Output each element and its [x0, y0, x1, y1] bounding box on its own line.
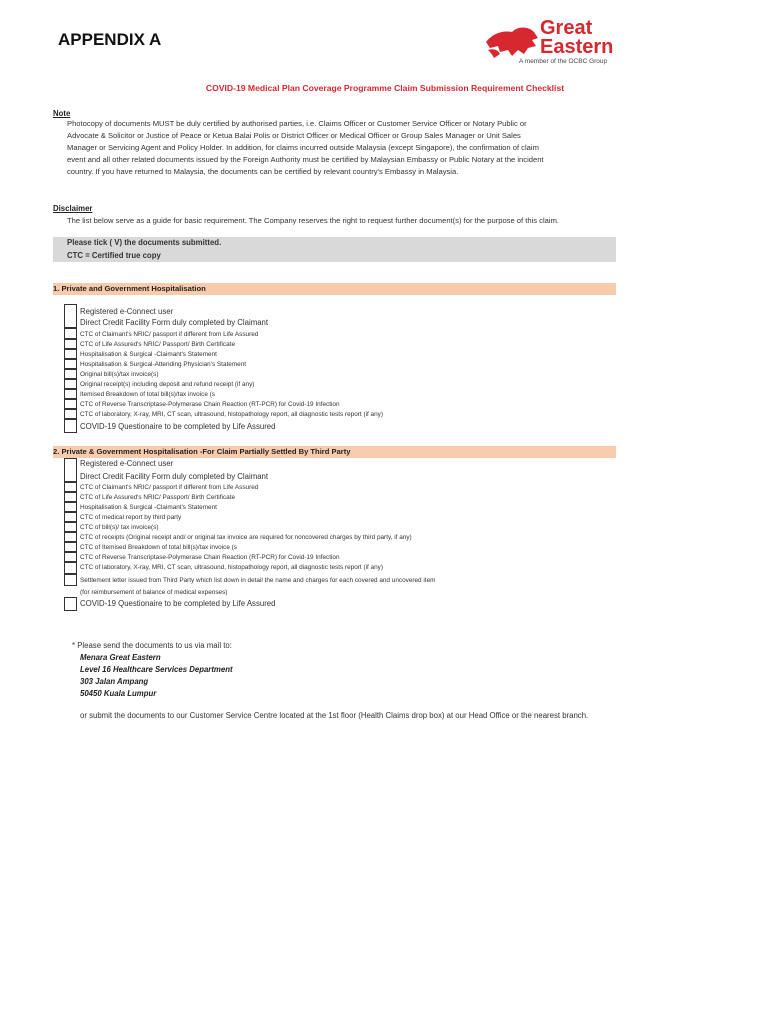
section-2-header: 2. Private & Government Hospitalisation -For Claim Partially Settled By Third Party: [53, 446, 616, 458]
address-line: 50450 Kuala Lumpur: [80, 689, 157, 698]
checkbox[interactable]: [64, 419, 77, 433]
logo-tagline: A member of the OCBC Group: [519, 58, 608, 65]
ctc-definition: CTC = Certified true copy: [67, 251, 161, 260]
checkbox[interactable]: [64, 399, 77, 409]
checkbox[interactable]: [64, 522, 77, 532]
disclaimer-heading: Disclaimer: [53, 204, 93, 213]
checklist-item: COVID-19 Questionaire to be completed by Life Assured: [80, 422, 276, 431]
checkbox[interactable]: [64, 339, 77, 349]
checklist-item: CTC of Claimant's NRIC/ passport if different from Life Assured: [80, 331, 259, 338]
checkbox[interactable]: [64, 409, 77, 419]
checklist-item: Hospitalisation & Surgical-Attending Physician's Statement: [80, 361, 247, 368]
checkbox[interactable]: [64, 502, 77, 512]
note-line: Manager or Servicing Agent and Policy Holder. In addition, for claims incurred outside Malaysia (except Singapore), the confirmation of claim: [67, 143, 539, 152]
checkbox[interactable]: [64, 304, 77, 328]
note-line: Advocate & Solicitor or Justice of Peace or Ketua Balai Polis or District Officer or Medical Officer or Group Sales Manager or Unit Sales: [67, 131, 521, 140]
address-line: Level 16 Healthcare Services Department: [80, 665, 233, 674]
appendix-heading: APPENDIX A: [58, 30, 162, 49]
checkbox[interactable]: [64, 552, 77, 562]
checkbox[interactable]: [64, 542, 77, 552]
logo-word-eastern: Eastern: [540, 36, 614, 58]
checklist-item: Registered e-Connect user: [80, 307, 174, 316]
checkbox[interactable]: [64, 379, 77, 389]
checklist-item: Itemised Breakdown of total bill(s)/tax invoice (s: [80, 391, 215, 398]
checklist-item: Hospitalisation & Surgical -Claimant's Statement: [80, 504, 217, 511]
note-line: Photocopy of documents MUST be duly certified by authorised parties, i.e. Claims Officer or Customer Service Officer or Notary Public or: [67, 119, 527, 128]
checkbox[interactable]: [64, 369, 77, 379]
note-body: [67, 118, 607, 178]
checklist-item: (for reimbursement of balance of medical expenses): [80, 589, 228, 596]
checklist-item: CTC of Life Assured's NRIC/ Passport/ Birth Certificate: [80, 494, 236, 501]
checkbox[interactable]: [64, 532, 77, 542]
note-line: country. If you have returned to Malaysia, the documents can be certified by relevant country's Embassy in Malaysia.: [67, 167, 459, 176]
checklist-item: COVID-19 Questionaire to be completed by Life Assured: [80, 599, 276, 608]
checkbox[interactable]: [64, 458, 77, 482]
note-line: event and all other related documents issued by the Foreign Authority must be certified by Malaysian Embassy or Public Notary at the incident: [67, 155, 544, 164]
checklist-item: CTC of bill(s)/ tax invoice(s): [80, 524, 159, 531]
checklist-item: CTC of receipts (Original receipt and/ or original tax invoice are required for noncovered charges by third party, if any): [80, 534, 412, 541]
address-line: 303 Jalan Ampang: [80, 677, 149, 686]
checkbox[interactable]: [64, 492, 77, 502]
section-1-header: 1. Private and Government Hospitalisation: [53, 283, 616, 295]
checkbox[interactable]: [64, 562, 77, 574]
address-line: Menara Great Eastern: [80, 653, 161, 662]
checklist-item: CTC of laboratory, X-ray, MRI, CT scan, ultrasound, histopathology report, all diagnostic tests report (if any): [80, 411, 383, 418]
checkbox[interactable]: [64, 574, 77, 586]
logo-word-great: Great: [540, 17, 593, 39]
checklist-item: CTC of Claimant's NRIC/ passport if different from Life Assured: [80, 484, 259, 491]
checkbox[interactable]: [64, 389, 77, 399]
checklist-item: CTC of laboratory, X-ray, MRI, CT scan, ultrasound, histopathology report, all diagnostic tests report (if any): [80, 564, 383, 571]
checklist-item: Direct Credit Facility Form duly completed by Claimant: [80, 318, 269, 327]
tick-instruction: Please tick ( V) the documents submitted.: [67, 238, 222, 247]
checklist-item: Hospitalisation & Surgical -Claimant's Statement: [80, 351, 217, 358]
document-title: COVID-19 Medical Plan Coverage Programme Claim Submission Requirement Checklist: [205, 83, 565, 93]
checklist-item: Original bill(s)/tax invoice(s): [80, 371, 159, 378]
checklist-item: CTC of Itemised Breakdown of total bill(s)/tax invoice (s: [80, 544, 237, 551]
checkbox[interactable]: [64, 359, 77, 369]
checklist-item: CTC of Reverse Transcriptase-Polymerase Chain Reaction (RT-PCR) for Covid-19 Infection: [80, 554, 340, 561]
checkbox[interactable]: [64, 512, 77, 522]
checkbox[interactable]: [64, 482, 77, 492]
checklist-item: Settlement letter issued from Third Party which list down in detail the name and charges for each covered and uncovered item: [80, 577, 436, 584]
checklist-item: Registered e-Connect user: [80, 459, 174, 468]
disclaimer-text: The list below serve as a guide for basic requirement. The Company reserves the right to request further document(s) for the purpose of this claim.: [67, 216, 559, 225]
checklist-item: Original receipt(s) including deposit and refund receipt (if any): [80, 381, 255, 388]
checkbox[interactable]: [64, 597, 77, 611]
checklist-item: CTC of Life Assured's NRIC/ Passport/ Birth Certificate: [80, 341, 236, 348]
checklist-item: Direct Credit Facility Form duly completed by Claimant: [80, 472, 269, 481]
checklist-item: CTC of Reverse Transcriptase-Polymerase Chain Reaction (RT-PCR) for Covid-19 Infection: [80, 401, 340, 408]
checklist-item: CTC of medical report by third party: [80, 514, 182, 521]
alternative-submission: or submit the documents to our Customer Service Centre located at the 1st floor (Health Claims drop box) at our Head Office or the nearest branch.: [80, 711, 589, 720]
note-heading: Note: [53, 109, 71, 118]
mail-instruction: * Please send the documents to us via mail to:: [72, 641, 232, 650]
checkbox[interactable]: [64, 349, 77, 359]
checkbox[interactable]: [64, 328, 77, 339]
